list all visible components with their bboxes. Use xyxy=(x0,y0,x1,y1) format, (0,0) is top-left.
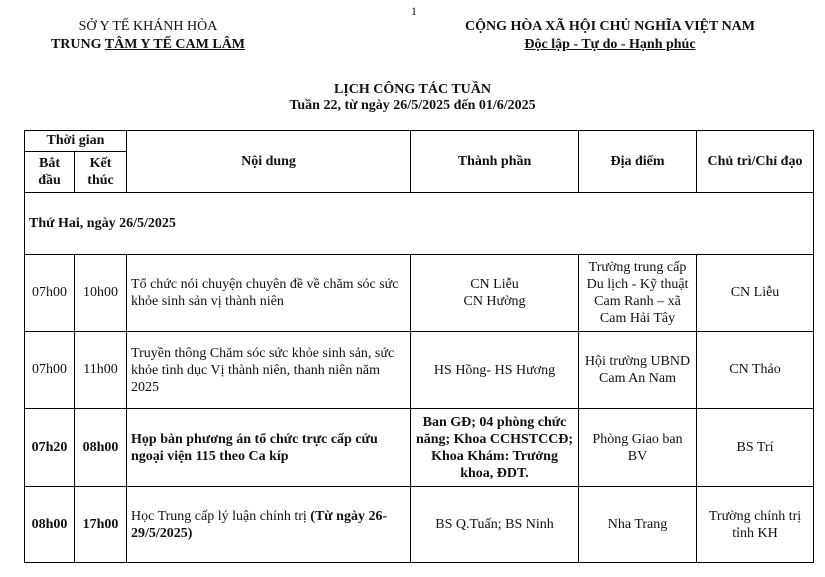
start-time: 07h20 xyxy=(25,409,75,487)
start-time: 08h00 xyxy=(25,487,75,563)
table-row xyxy=(25,255,814,332)
content-cell: Tổ chức nói chuyện chuyên đề về chăm sóc sức khỏe sinh sản vị thành niên xyxy=(127,255,411,332)
participants-cell: BS Q.Tuấn; BS Ninh xyxy=(411,487,579,563)
header-end: Kết thúc xyxy=(75,152,127,193)
national-motto: Độc lập - Tự do - Hạnh phúc xyxy=(524,37,696,52)
end-time: 10h00 xyxy=(75,255,127,332)
table-row xyxy=(25,332,814,409)
location-cell: Hội trường UBND Cam An Nam xyxy=(579,332,697,409)
table-row xyxy=(25,487,814,563)
header-time: Thời gian xyxy=(25,131,127,152)
content-text: Học Trung cấp lý luận chính trị xyxy=(131,508,311,524)
national-title: CỘNG HÒA XÃ HỘI CHỦ NGHĨA VIỆT NAM xyxy=(464,19,755,34)
start-time: 07h00 xyxy=(25,332,75,409)
end-time: 17h00 xyxy=(75,487,127,563)
end-time: 08h00 xyxy=(75,409,127,487)
header-content: Nội dung xyxy=(127,131,411,193)
title-line-1: LỊCH CÔNG TÁC TUẦN xyxy=(333,82,491,97)
issuer-parent: SỞ Y TẾ KHÁNH HÒA xyxy=(78,19,218,34)
location-cell: Nha Trang xyxy=(579,487,697,563)
header-start: Bắt đầu xyxy=(25,152,75,193)
national-header xyxy=(440,18,780,54)
chair-cell: Trường chính trị tỉnh KH xyxy=(697,487,814,563)
schedule-table xyxy=(24,130,814,563)
page-number: 1 xyxy=(411,4,417,18)
issuer-header xyxy=(28,18,268,54)
title-line-2: Tuần 22, từ ngày 26/5/2025 đến 01/6/2025 xyxy=(289,98,536,113)
document-title xyxy=(0,82,825,114)
header-row-1 xyxy=(25,131,814,152)
issuer-name: TRUNG TÂM Y TẾ CAM LÂM xyxy=(50,37,246,52)
content-cell: Họp bàn phương án tổ chức trực cấp cứu ngoại viện 115 theo Ca kíp xyxy=(127,409,411,487)
chair-cell: CN Thảo xyxy=(697,332,814,409)
header-location: Địa điểm xyxy=(579,131,697,193)
content-cell: Truyền thông Chăm sóc sức khỏe sinh sản, sức khỏe tình dục Vị thành niên, thanh niên năm 2025 xyxy=(127,332,411,409)
chair-cell: CN Liễu xyxy=(697,255,814,332)
participants-cell: HS Hồng- HS Hương xyxy=(411,332,579,409)
header-participants: Thành phần xyxy=(411,131,579,193)
table-row xyxy=(25,409,814,487)
start-time: 07h00 xyxy=(25,255,75,332)
day-label: Thứ Hai, ngày 26/5/2025 xyxy=(25,193,814,255)
participants-cell: Ban GĐ; 04 phòng chức năng; Khoa CCHSTCCĐ; Khoa Khám: Trưởng khoa, ĐDT. xyxy=(411,409,579,487)
end-time: 11h00 xyxy=(75,332,127,409)
participants-cell: CN Liễu CN Hường xyxy=(411,255,579,332)
content-cell xyxy=(127,487,411,563)
location-cell: Trường trung cấp Du lịch - Kỹ thuật Cam Ranh – xã Cam Hải Tây xyxy=(579,255,697,332)
chair-cell: BS Trí xyxy=(697,409,814,487)
location-cell: Phòng Giao ban BV xyxy=(579,409,697,487)
day-row xyxy=(25,193,814,255)
content-date-range: (Từ ngày 26-29/5/2025) xyxy=(131,508,388,541)
header-chair: Chủ trì/Chỉ đạo xyxy=(697,131,814,193)
